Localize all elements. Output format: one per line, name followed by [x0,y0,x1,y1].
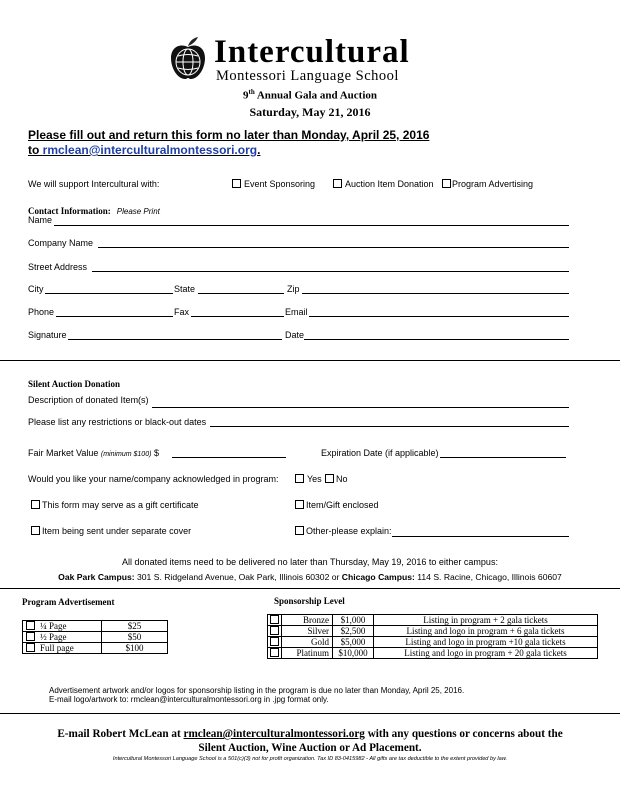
ad-size-cell[interactable]: Full page [23,643,102,654]
sponsorship-price-cell: $1,000 [333,615,374,626]
ad-size-cell[interactable]: ½ Page [23,632,102,643]
state-label: State [174,284,196,294]
event-title: 9th Annual Gala and Auction [242,88,377,102]
separate-cover-option[interactable]: Item being sent under separate cover [31,526,191,536]
artwork-email-note: E-mail logo/artwork to: rmclean@interculturalmontessori.org in .jpg format only. [49,695,329,704]
checkbox[interactable] [31,500,40,509]
phone-label: Phone [28,307,55,317]
phone-field[interactable] [56,316,173,317]
fax-field[interactable] [191,316,284,317]
fair-market-value-label: Fair Market Value (minimum $100) $ [28,448,159,458]
advertisement-heading: Program Advertisement [22,597,115,607]
section-divider [0,713,620,714]
auction-heading: Silent Auction Donation [28,379,121,389]
other-explain-field[interactable] [392,536,569,537]
ad-size-cell[interactable]: ¼ Page [23,621,102,632]
checkbox[interactable] [295,500,304,509]
acknowledge-question: Would you like your name/company acknowledged in program: [28,474,279,484]
support-option-program-advertising[interactable]: Program Advertising [442,179,533,189]
contact-heading: Contact Information: Please Print [28,206,160,216]
name-field[interactable] [54,225,569,226]
delivery-note: All donated items need to be delivered no later than Thursday, May 19, 2016 to either campus: [122,557,498,567]
expiration-field[interactable] [440,457,566,458]
sponsorship-price-cell: $2,500 [333,626,374,637]
description-label: Description of donated Item(s) [28,395,149,405]
sponsorship-benefit-cell: Listing and logo in program + 6 gala tickets [374,626,598,637]
sponsorship-price-cell: $10,000 [333,648,374,659]
checkbox[interactable] [270,648,279,657]
name-label: Name [28,215,53,225]
campus-addresses: Oak Park Campus: 301 S. Ridgeland Avenue, Oak Park, Illinois 60302 or Chicago Campus: 114 S. Racine, Chicago, Illinois 60607 [58,572,562,582]
advertisement-table [22,620,168,654]
date-field[interactable] [304,339,569,340]
support-option-auction-item[interactable]: Auction Item Donation [333,179,434,189]
sponsorship-benefit-cell: Listing in program + 2 gala tickets [374,615,598,626]
ad-price-cell: $50 [102,632,168,643]
sponsorship-level-cell: Bronze [282,615,333,626]
checkbox[interactable] [31,526,40,535]
email-label: Email [285,307,308,317]
expiration-label: Expiration Date (if applicable) [321,448,439,458]
footer-contact-line: E-mail Robert McLean at rmclean@interculturalmontessori.org with any questions or concerns about the [57,728,563,740]
footer-contact-line2: Silent Auction, Wine Auction or Ad Placement. [198,742,422,754]
sponsorship-row [268,648,598,659]
artwork-deadline-note: Advertisement artwork and/or logos for sponsorship listing in the program is due no later than Monday, April 25, 2016. [49,686,465,695]
ad-price-cell: $100 [102,643,168,654]
signature-label: Signature [28,330,67,340]
advertisement-row [23,643,168,654]
company-field[interactable] [98,247,569,248]
checkbox[interactable] [295,526,304,535]
checkbox[interactable] [325,474,334,483]
description-field[interactable] [152,407,569,408]
checkbox[interactable] [26,632,35,641]
fax-label: Fax [174,307,190,317]
zip-label: Zip [287,284,300,294]
signature-field[interactable] [68,339,282,340]
city-field[interactable] [45,293,173,294]
acknowledge-yes[interactable]: Yes [295,474,322,484]
city-label: City [28,284,44,294]
section-divider [0,588,620,589]
other-option[interactable]: Other-please explain: [295,526,392,536]
acknowledge-no[interactable]: No [325,474,348,484]
email-field[interactable] [309,316,569,317]
checkbox[interactable] [442,179,451,188]
zip-field[interactable] [302,293,569,294]
support-option-event-sponsoring[interactable]: Event Sponsoring [232,179,315,189]
ad-price-cell: $25 [102,621,168,632]
event-date: Saturday, May 21, 2016 [249,105,371,119]
tax-note: Intercultural Montessori Language School is a 501(c)(3) not for profit organization. Tax ID 83-0415982 - All gifts are tax deductible to the extent provided by law. [112,756,508,762]
logo-title: Intercultural [214,34,410,70]
restrictions-field[interactable] [210,426,569,427]
checkbox[interactable] [295,474,304,483]
footer-email-link[interactable]: rmclean@interculturalmontessori.org [183,728,365,740]
sponsorship-benefit-cell: Listing and logo in program + 20 gala tickets [374,648,598,659]
sponsorship-checkbox-cell[interactable] [268,626,282,637]
return-email-link[interactable]: rmclean@interculturalmontessori.org [42,143,258,157]
sponsorship-heading: Sponsorship Level [274,596,345,606]
school-logo [168,36,458,86]
restrictions-label: Please list any restrictions or black-out dates [28,417,207,427]
checkbox[interactable] [26,621,35,630]
street-label: Street Address [28,262,88,272]
sponsorship-benefit-cell: Listing and logo in program +10 gala tickets [374,637,598,648]
checkbox[interactable] [333,179,342,188]
support-label: We will support Intercultural with: [28,179,160,189]
checkbox[interactable] [232,179,241,188]
state-field[interactable] [198,293,284,294]
sponsorship-checkbox-cell[interactable] [268,637,282,648]
return-email-line: to rmclean@interculturalmontessori.org. [28,143,261,157]
sponsorship-level-cell: Silver [282,626,333,637]
item-enclosed-option[interactable]: Item/Gift enclosed [295,500,379,510]
checkbox[interactable] [270,615,279,624]
company-label: Company Name [28,238,94,248]
section-divider [0,360,620,361]
checkbox[interactable] [270,637,279,646]
sponsorship-level-cell: Gold [282,637,333,648]
checkbox[interactable] [270,626,279,635]
sponsorship-price-cell: $5,000 [333,637,374,648]
gift-certificate-option[interactable]: This form may serve as a gift certificate [31,500,199,510]
sponsorship-level-cell: Platinum [282,648,333,659]
street-field[interactable] [92,271,569,272]
sponsorship-row [268,637,598,648]
date-label: Date [285,330,305,340]
sponsorship-row [268,615,598,626]
advertisement-row [23,632,168,643]
sponsorship-checkbox-cell[interactable] [268,615,282,626]
advertisement-row [23,621,168,632]
sponsorship-row [268,626,598,637]
sponsorship-checkbox-cell[interactable] [268,648,282,659]
fair-market-value-field[interactable] [172,457,286,458]
apple-globe-icon [168,36,208,82]
checkbox[interactable] [26,643,35,652]
sponsorship-table [267,614,598,659]
deadline-instruction: Please fill out and return this form no later than Monday, April 25, 2016 [28,128,430,142]
logo-subtitle: Montessori Language School [216,68,399,84]
